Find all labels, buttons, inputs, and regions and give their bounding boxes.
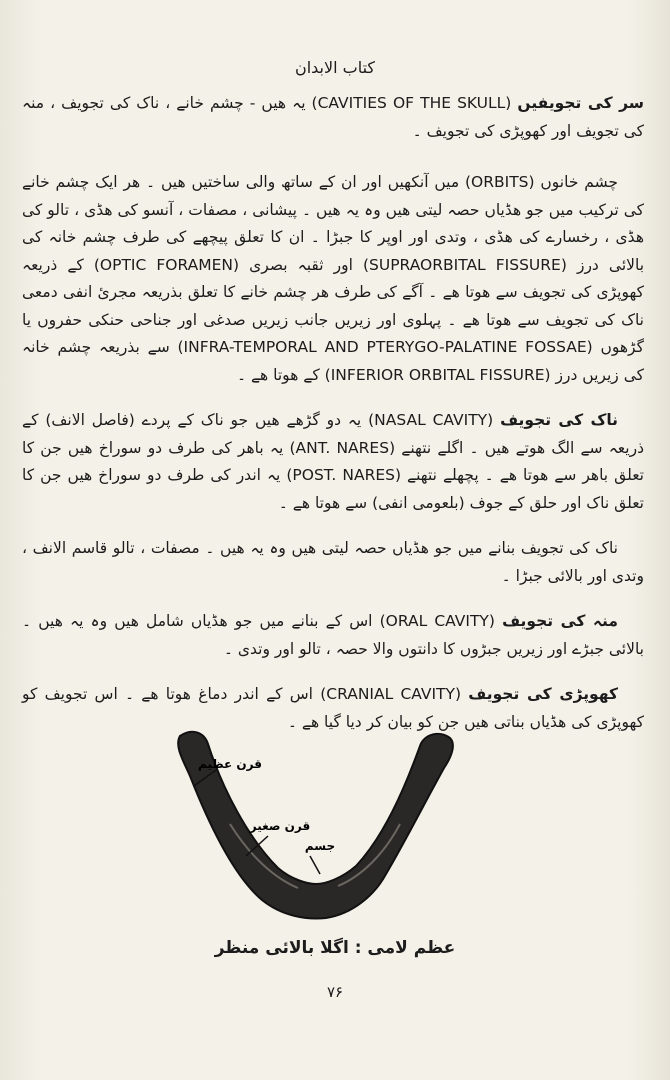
paragraph-nasal-bones xyxy=(22,535,644,590)
paragraph-text: چشم خانوں (ORBITS) میں آنکھیں اور ان کے ساتھ والی ساختیں ھیں ۔ ھر ایک چشم خانے کی ترکیب میں جو ھڈیاں حصہ لیتی ھیں وہ یہ ھیں ۔ پیشانی ، مصفات ، آنسو کی ھڈی ، تالو کی ھڈی ، رخسارے کی ھڈی ، وتدی اور اوپر کا جبڑا ۔ ان کا تعلق پیچھے کی طرف چشم خانہ کی بالائی درز (SUPRAORBITAL FISSURE) اور ثقبہ بصری (OPTIC FORAMEN) کے ذریعہ کھوپڑی کی تجویف سے ھوتا ھے ۔ آگے کی طرف ھر چشم خانے کا تعلق بذریعہ مجریٔ انفی دمعی ناک کی تجویف سے ھوتا ھے ۔ پہلوی اور زیریں جانب زیریں صدغی اور جناحی حنکی حفروں یا گڑھوں (INFRA-TEMPORAL AND PTERYGO-PALATINE FOSSAE) سے بذریعہ چشم خانہ کی زیریں درز (INFERIOR ORBITAL FISSURE) کے ھوتا ھے ۔ xyxy=(22,173,645,384)
running-header: کتاب الابدان xyxy=(294,58,376,77)
paragraph-nasal-cavity xyxy=(22,407,644,517)
label-greater-horn: قرن عظیم xyxy=(198,757,262,771)
paragraph-lead: ناک کی تجویف xyxy=(500,411,618,429)
paragraph-text: (CAVITIES OF THE SKULL) یہ ھیں - چشم خانے ، ناک کی تجویف ، منہ کی تجویف اور کھوپڑی کی تجویف ۔ xyxy=(22,94,644,140)
paragraph-lead: منہ کی تجویف xyxy=(502,612,618,630)
page-number: ۷۶ xyxy=(326,983,344,1001)
label-lesser-horn: قرن صغیر xyxy=(249,819,311,833)
body-text xyxy=(22,90,644,754)
paragraph-orbits xyxy=(22,169,644,389)
paragraph-text: ناک کی تجویف بنانے میں جو ھڈیاں حصہ لیتی ھیں وہ یہ ھیں ۔ مصفات ، تالو قاسم الانف ، وتدی اور بالائی جبڑا ۔ xyxy=(22,539,644,585)
paragraph-text: (NASAL CAVITY) یہ دو گڑھے ھیں جو ناک کے پردے (فاصل الانف) کے ذریعہ سے الگ ھوتے ھیں ۔ اگلے نتھنے (ANT. NARES) یہ باھر کی طرف دو سوراخ ھیں جن کا تعلق باھر سے ھوتا ھے ۔ پچھلے نتھنے (POST. NARES) یہ اندر کی طرف دو سوراخ ھیں جن کا تعلق ناک اور حلق کے جوف (بلعومی انفی) سے ھوتا ھے ۔ xyxy=(22,411,644,512)
paragraph-oral-cavity xyxy=(22,608,644,663)
paragraph-lead: سر کی تجویفیں xyxy=(517,94,644,112)
label-body: جسم xyxy=(304,839,336,853)
paragraph-text: (CRANIAL CAVITY) اس کے اندر دماغ ھوتا ھے ۔ اس تجویف کو کھوپڑی کی ھڈیاں بناتی ھیں جن کو بیان کر دیا گیا ھے ۔ xyxy=(22,685,644,731)
paragraph-lead: کھوپڑی کی تجویف xyxy=(468,685,618,703)
hyoid-bone-illustration xyxy=(170,728,460,928)
paragraph-text: (ORAL CAVITY) اس کے بنانے میں جو ھڈیاں شامل ھیں وہ یہ ھیں ۔ بالائی جبڑے اور زیریں جبڑوں کا دانتوں والا حصہ ، تالو اور وتدی ۔ xyxy=(22,612,644,658)
figure-caption: عظم لامی : اگلا بالائی منظر xyxy=(214,938,456,958)
paragraph-skull-cavities xyxy=(22,90,644,145)
